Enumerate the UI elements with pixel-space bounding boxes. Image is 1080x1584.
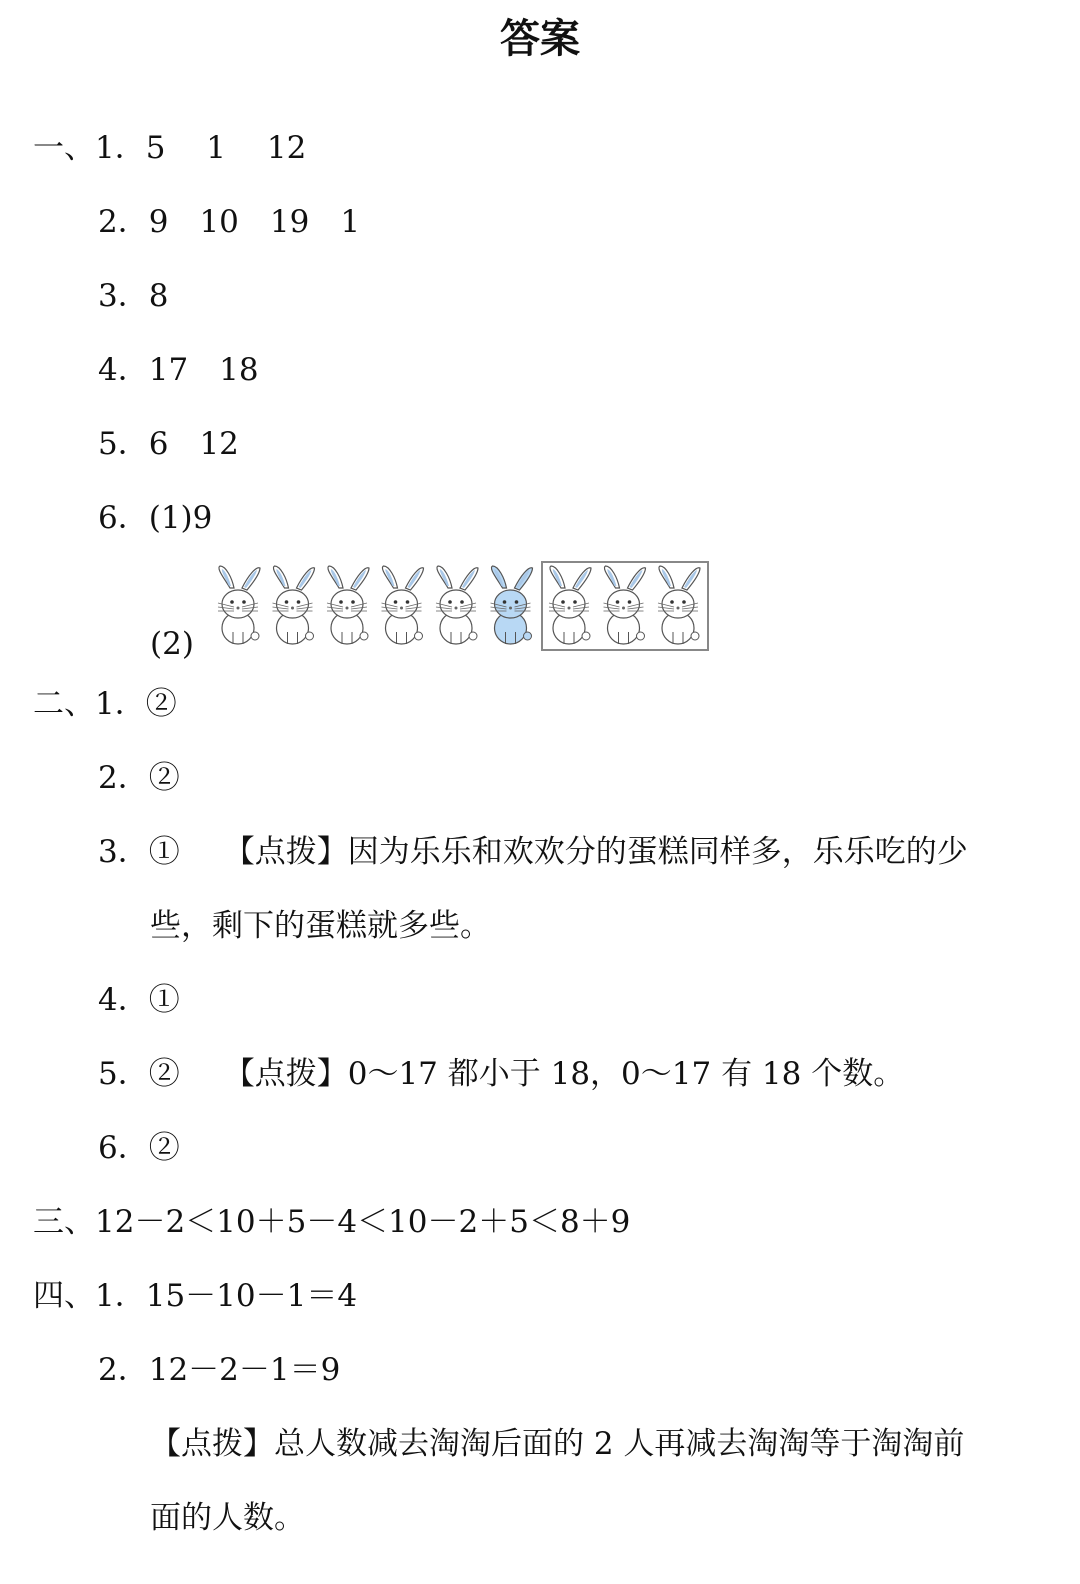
answer-line: 6．② xyxy=(98,1130,180,1166)
answer-line: 2．9 10 19 1 xyxy=(98,204,361,240)
answer-line: 一、1．5 1 12 xyxy=(33,130,307,166)
answer-line: 些，剩下的蛋糕就多些。 xyxy=(150,908,491,944)
rabbit-icon xyxy=(658,566,700,644)
rabbit-icon xyxy=(436,566,478,644)
answer-line: 4．17 18 xyxy=(98,352,259,388)
answer-line: 3．8 xyxy=(98,278,169,314)
answer-line xyxy=(98,832,968,872)
rabbit-figure xyxy=(210,560,720,654)
rabbit-icon xyxy=(604,566,646,644)
item-number: 5．② xyxy=(98,1056,180,1092)
answer-line: 5．6 12 xyxy=(98,426,239,462)
item-number: 3．① xyxy=(98,834,180,870)
answer-line: 面的人数。 xyxy=(150,1500,305,1536)
answer-line: 三、12－2＜10＋5－4＜10－2＋5＜8＋9 xyxy=(33,1204,631,1240)
answer-line: 6．(1)9 xyxy=(98,500,213,536)
tip-text: 【点拨】总人数减去淘淘后面的 2 人再减去淘淘等于淘淘前 xyxy=(150,1426,965,1462)
rabbit-icon xyxy=(327,566,369,644)
answer-line: 四、1．15－10－1＝4 xyxy=(33,1278,358,1314)
answer-line: 2．12－2－1＝9 xyxy=(98,1352,341,1388)
page-title: 答案 xyxy=(500,16,580,62)
rabbit-icon xyxy=(273,566,315,644)
rabbit-icon xyxy=(218,566,260,644)
rabbit-icon xyxy=(382,566,424,644)
tip-text: 【点拨】0～17 都小于 18，0～17 有 18 个数。 xyxy=(223,1056,905,1092)
answer-line: 2．② xyxy=(98,760,180,796)
tip-text: 【点拨】因为乐乐和欢欢分的蛋糕同样多，乐乐吃的少 xyxy=(223,834,968,870)
answer-line: 二、1．② xyxy=(33,686,177,722)
rabbit-icon xyxy=(491,566,533,644)
answer-line: (2) xyxy=(150,626,194,662)
answer-line xyxy=(98,1054,904,1094)
rabbit-icon xyxy=(549,566,591,644)
answer-line: 4．① xyxy=(98,982,180,1018)
